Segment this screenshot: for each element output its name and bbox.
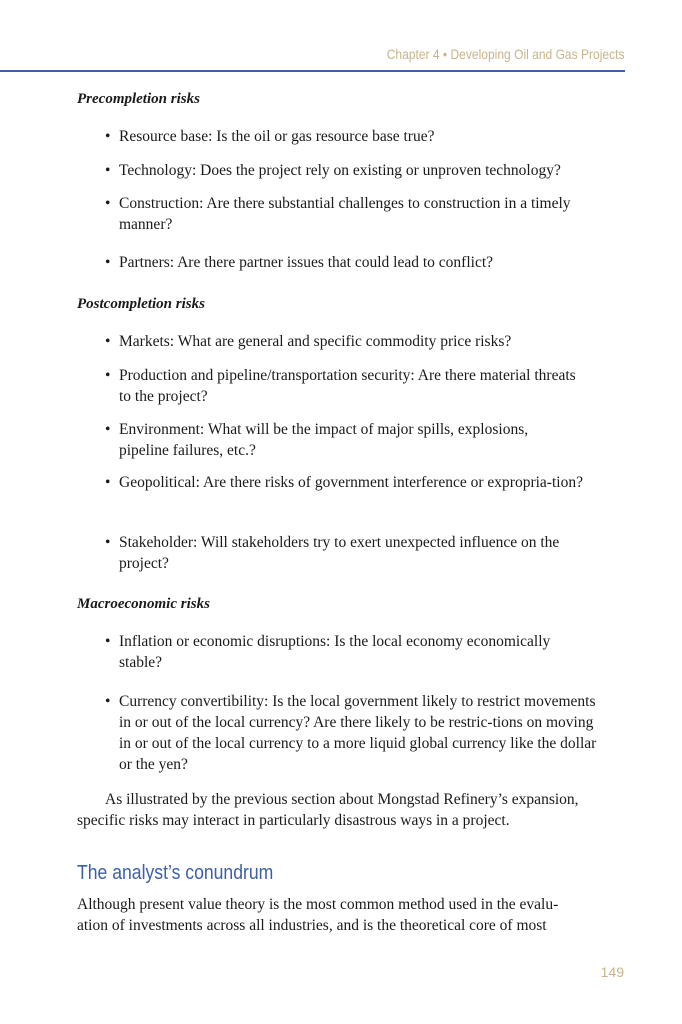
bullet-icon: • [105,633,111,650]
list-item-inflation [105,631,595,673]
list-item-text: Production and pipeline/transportation security: Are there material threats to the project? [119,367,576,405]
paragraph-line: ation of investments across all industries, and is the theoretical core of most [77,917,547,934]
list-item-text: Markets: What are general and specific commodity price risks? [119,333,512,350]
body-paragraph-conundrum [77,894,607,936]
bullet-icon: • [105,693,111,710]
list-item-text: Currency convertibility: Is the local government likely to restrict movements in or out of the local currency? Are there likely to be restric-tions on moving in or out of the local currency to a more liquid global currency like the dollar or the yen? [119,693,597,773]
bullet-icon: • [105,333,111,350]
heading-macroeconomic-risks: Macroeconomic risks [77,596,210,612]
list-item-construction [105,193,575,235]
list-item-text: Geopolitical: Are there risks of government interference or expropria-tion? [119,474,583,491]
bullet-icon: • [105,367,111,384]
list-item-text: Resource base: Is the oil or gas resource base true? [119,128,435,145]
list-item-production-security [105,365,585,407]
bullet-icon: • [105,128,111,145]
body-paragraph-mongstad [77,789,607,831]
heading-precompletion-risks: Precompletion risks [77,91,200,107]
list-item-environment [105,419,575,461]
bullet-icon: • [105,421,111,438]
list-item-resource-base [105,126,605,147]
bullet-icon: • [105,254,111,271]
list-item-text: Environment: What will be the impact of major spills, explosions, pipeline failures, etc.? [119,421,529,459]
list-item-technology [105,160,605,181]
list-item-text: Partners: Are there partner issues that could lead to conflict? [119,254,494,271]
bullet-icon: • [105,162,111,179]
paragraph-line: As illustrated by the previous section about Mongstad Refinery’s expansion, [105,791,579,808]
paragraph-line: Although present value theory is the most common method used in the evalu- [77,896,559,913]
list-item-text: Construction: Are there substantial challenges to construction in a timely manner? [119,195,571,233]
page-number: 149 [600,964,624,980]
list-item-partners [105,252,605,273]
bullet-icon: • [105,534,111,551]
section-title: The analyst’s conundrum [77,862,274,884]
list-item-geopolitical [105,472,595,493]
running-head: Chapter 4 • Developing Oil and Gas Projects [386,46,624,62]
list-item-text: Stakeholder: Will stakeholders try to exert unexpected influence on the project? [119,534,560,572]
bullet-icon: • [105,474,111,491]
list-item-currency-convertibility [105,691,605,775]
bullet-icon: • [105,195,111,212]
header-rule [0,70,625,72]
heading-postcompletion-risks: Postcompletion risks [77,296,205,312]
paragraph-line: specific risks may interact in particularly disastrous ways in a project. [77,812,510,829]
list-item-text: Technology: Does the project rely on existing or unproven technology? [119,162,561,179]
list-item-stakeholder [105,532,575,574]
list-item-text: Inflation or economic disruptions: Is the local economy economically stable? [119,633,551,671]
list-item-markets [105,331,605,352]
